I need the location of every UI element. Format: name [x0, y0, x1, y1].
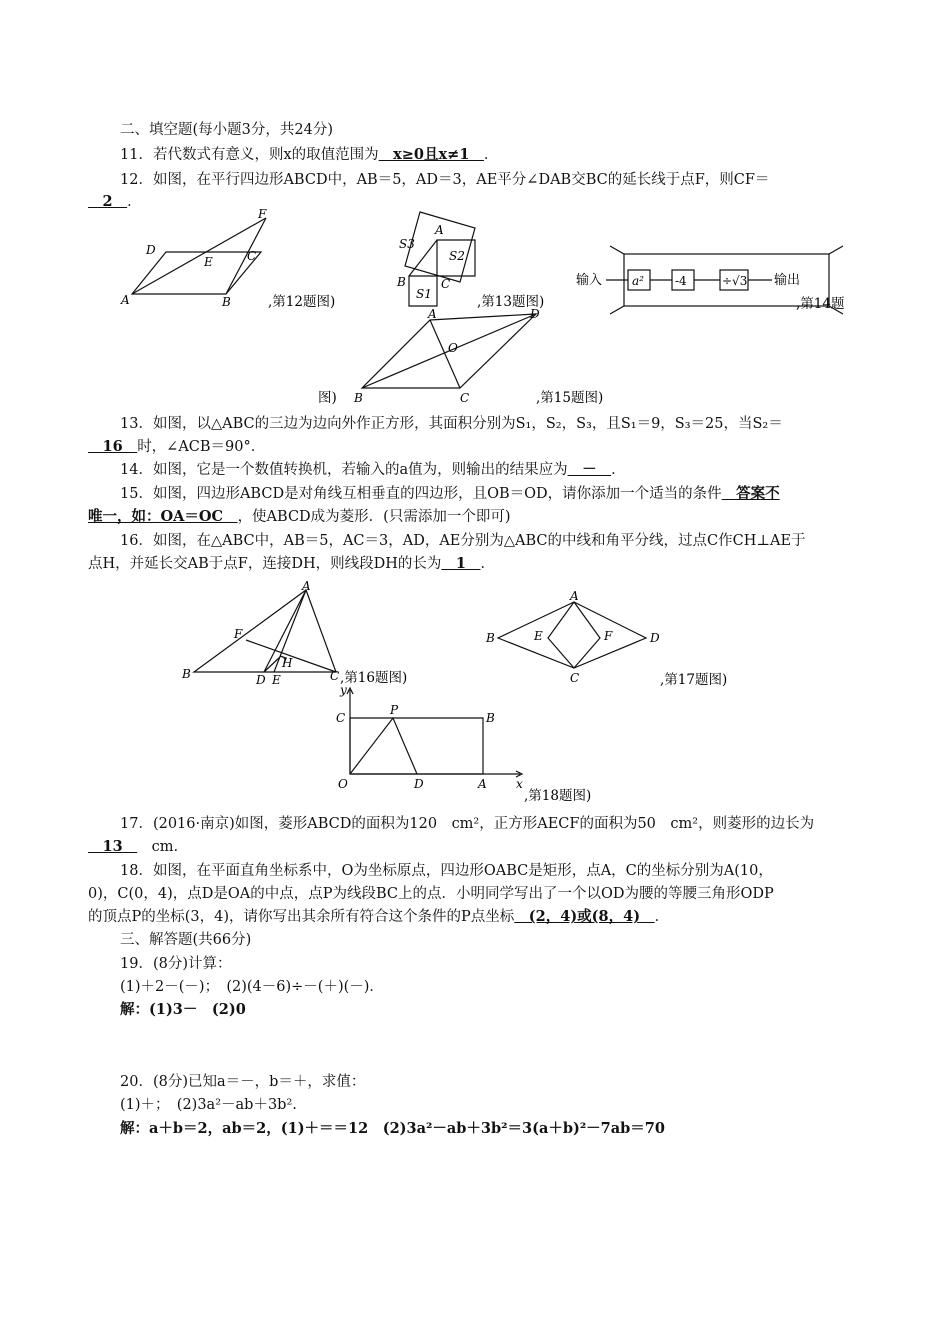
output-label: 输出: [774, 273, 801, 288]
figure-15-quadrilateral: [300, 306, 640, 411]
section3-heading: 三、解答题(共66分): [120, 932, 252, 948]
question-13-answer-line: 16 时，∠ACB＝90°．: [88, 438, 266, 455]
caption-14-continued: 图): [318, 390, 337, 406]
label-a: A: [428, 307, 437, 321]
question-12-answer-line: 2 ．: [88, 193, 142, 210]
caption-15: ,第15题图): [536, 390, 604, 406]
answer-18: (2，4)或(8，4): [514, 908, 655, 925]
label-a: A: [302, 579, 311, 593]
label-h: H: [282, 656, 293, 670]
caption-13: ,第13题图): [477, 294, 545, 310]
figure-18-coordinate-plane: [330, 684, 650, 806]
label-a: A: [121, 293, 130, 307]
answer-15-part2: 唯一，如：OA＝OC: [88, 508, 238, 525]
label-b: B: [222, 295, 231, 309]
question-11: 11．若代数式有意义，则x的取值范围为 x≥0且x≠1 ．: [120, 146, 499, 163]
square-aecf: [548, 602, 600, 668]
figure-13-squares: [385, 204, 575, 314]
label-d: D: [256, 673, 266, 687]
answer-12: 2: [88, 193, 128, 210]
rhombus-abcd: [498, 602, 646, 668]
label-p: P: [390, 703, 399, 717]
question-19-parts: (1)＋2－(－)； (2)(4－6)÷－(＋)(－)．: [120, 979, 384, 995]
label-c: C: [247, 249, 257, 263]
label-a: A: [570, 589, 579, 603]
section2-heading: 二、填空题(每小题3分，共24分): [120, 122, 333, 138]
label-b: B: [182, 667, 191, 681]
svg-text:÷√3: ÷√3: [722, 274, 748, 288]
rectangle-oabc: [350, 718, 483, 774]
label-c: C: [336, 711, 346, 725]
caption-16: ,第16题图): [340, 670, 408, 686]
caption-17: ,第17题图): [660, 672, 728, 688]
question-15-line2: 唯一，如：OA＝OC ，使ABCD成为菱形．(只需添加一个即可): [88, 508, 511, 525]
label-a: A: [435, 223, 444, 237]
label-b: B: [354, 391, 363, 405]
label-d: D: [146, 243, 156, 257]
label-e: E: [534, 629, 543, 643]
question-18-line2: 0)，C(0，4)，点D是OA的中点，点P为线段BC上的点．小明同学写出了一个以OD为腰的等腰三角形ODP: [88, 886, 774, 902]
label-o: O: [338, 777, 348, 791]
label-o: O: [448, 341, 458, 355]
question-18: 18．如图，在平面直角坐标系中，O为坐标原点，四边形OABC是矩形，点A，C的坐标分别为A(10，: [120, 863, 773, 879]
triangle-odp: [350, 718, 417, 774]
label-s1: S1: [416, 287, 432, 301]
figure-12-parallelogram: [118, 204, 378, 314]
label-c: C: [460, 391, 470, 405]
question-18-line3: 的顶点P的坐标(3，4)，请你写出其余所有符合这个条件的P点坐标 (2，4)或(8，4) ．: [88, 908, 670, 925]
label-a: A: [478, 777, 487, 791]
label-y: y: [340, 683, 347, 697]
caption-14: ,第14题: [796, 296, 845, 312]
question-13: 13．如图，以△ABC的三边为边向外作正方形，其面积分别为S₁，S₂，S₃，且S₁＝9，S₃＝25，当S₂＝: [120, 416, 783, 432]
svg-text:a²: a²: [632, 274, 644, 288]
question-20-solution: 解：a＋b＝2，ab＝2，(1)＋＝＝12 (2)3a²－ab＋3b²＝3(a＋b)²－7ab＝70: [120, 1120, 665, 1137]
question-17: 17．(2016·南京)如图，菱形ABCD的面积为120 cm²，正方形AECF的面积为50 cm²，则菱形的边长为: [120, 816, 815, 832]
caption-18: ,第18题图): [524, 788, 592, 804]
question-19-solution: 解：(1)3－ (2)0: [120, 1001, 246, 1018]
answer-11: x≥0且x≠1: [378, 146, 484, 163]
question-16: 16．如图，在△ABC中，AB＝5，AC＝3，AD，AE分别为△ABC的中线和角平分线，过点C作CH⊥AE于: [120, 533, 806, 549]
question-17-answer-line: 13 cm.: [88, 838, 179, 855]
label-b: B: [486, 711, 495, 725]
answer-16: 1: [441, 555, 481, 572]
question-14: 14．如图，它是一个数值转换机，若输入的a值为，则输出的结果应为 － ．: [120, 461, 626, 478]
label-d: D: [650, 631, 660, 645]
question-15: 15．如图，四边形ABCD是对角线互相垂直的四边形，且OB＝OD，请你添加一个适当的条件 答案不: [120, 485, 780, 502]
question-19-title: 19．(8分)计算：: [120, 956, 232, 972]
figure-14-converter: [574, 246, 869, 311]
label-b: B: [397, 275, 406, 289]
question-20-parts: (1)＋； (2)3a²－ab＋3b².: [120, 1097, 297, 1113]
label-d: D: [414, 777, 424, 791]
label-d: D: [530, 307, 540, 321]
label-e: E: [272, 673, 281, 687]
figure-17-rhombus: [482, 588, 772, 693]
label-s2: S2: [449, 249, 465, 263]
label-f: F: [604, 629, 613, 643]
label-e: E: [204, 255, 213, 269]
question-20-title: 20．(8分)已知a＝－，b＝＋，求值：: [120, 1074, 366, 1090]
label-f: F: [258, 207, 267, 221]
caption-12: ,第12题图): [268, 294, 336, 310]
question-12: 12．如图，在平行四边形ABCD中，AB＝5，AD＝3，AE平分∠DAB交BC的延长线于点F，则CF＝: [120, 172, 770, 188]
parallelogram-abcd: [132, 252, 261, 294]
answer-15-part1: 答案不: [721, 485, 780, 502]
label-x: x: [516, 777, 523, 791]
answer-13: 16: [88, 438, 138, 455]
answer-17: 13: [88, 838, 138, 855]
triangle-abc: [194, 590, 336, 672]
label-s3: S3: [399, 237, 415, 251]
label-f: F: [234, 627, 243, 641]
label-b: B: [486, 631, 495, 645]
question-16-line2: 点H，并延长交AB于点F，连接DH，则线段DH的长为 1 ．: [88, 555, 495, 572]
answer-14: －: [567, 461, 612, 478]
figure-16-triangle: [176, 579, 446, 692]
input-label: 输入: [576, 273, 603, 288]
label-c: C: [441, 277, 451, 291]
label-c: C: [570, 671, 580, 685]
segment-dh: [264, 657, 280, 672]
label-c: C: [330, 669, 340, 683]
svg-text:-4: -4: [675, 274, 687, 288]
